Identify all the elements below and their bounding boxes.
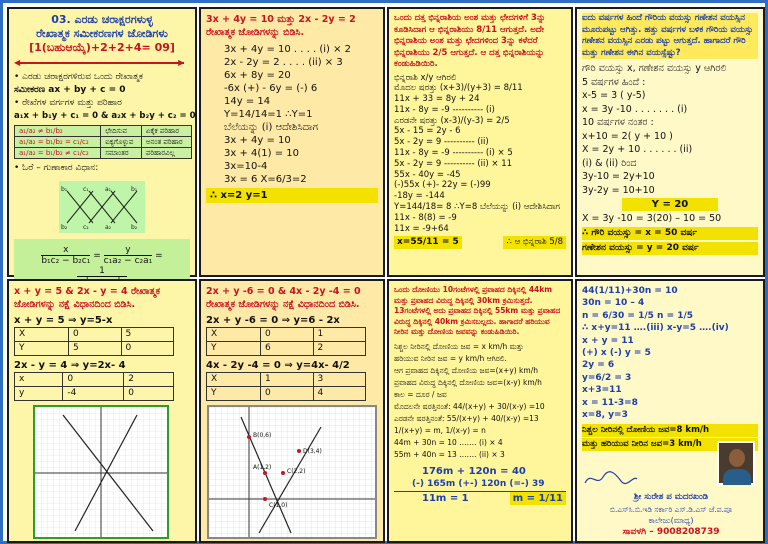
problem-heading: 3x + 4y = 10 ಮತ್ತು 2x - 2y = 2 ರೇಖಾತ್ಮಕ ಜೋಡಿಗಳನ್ನು ಬಿಡಿಸಿ. xyxy=(206,14,356,38)
solution-line: x = 11-3=8 xyxy=(582,397,638,408)
solution-line: 2y = 6 xyxy=(582,360,615,371)
solution-line: y=6/2 = 3 xyxy=(582,372,632,383)
table-cell: ಅನಂತ ಪರಿಹಾರ xyxy=(141,137,191,148)
solution-line: ಬೆಲೆಯನ್ನು (i) ಆದೇಶಿಸಿದಾಗ xyxy=(224,122,319,133)
solution-line: ಎರಡನೇ ಷರತ್ತಿನಂತೆ: 55/(x+y) + 40/(x-y) =13 xyxy=(394,413,539,423)
elimination-step-1: 176m + 120n = 40 xyxy=(422,465,526,477)
solution-line: 55m + 40n = 13 ……. (ii) × 3 xyxy=(394,449,505,459)
solution-line: 5x - 15 = 2y - 6 xyxy=(394,126,461,137)
solution-line: 10 ವರ್ಷಗಳ ನಂತರ : xyxy=(582,117,654,128)
solution-steps xyxy=(394,73,566,235)
table-1 xyxy=(206,327,366,356)
table-cell: Y xyxy=(207,387,261,401)
problem-heading: 2x + y -6 = 0 & 4x - 2y -4 = 0 ರೇಖಾತ್ಮಕ ಜೋಡಿಗಳನ್ನು ನಕ್ಷೆ ವಿಧಾನದಿಂದ ಬಿಡಿಸಿ. xyxy=(206,286,361,310)
ganesh-age-answer: ಗಣೇಶನ ವಯಸ್ಸು = y = 20 ವರ್ಷ xyxy=(582,242,758,255)
table-cell: 5 xyxy=(69,342,121,356)
signature xyxy=(581,467,641,489)
answer-box: ∴ x=2 y=1 xyxy=(206,188,378,203)
solution-line: ಕಾಲ = ದೂರ / ಜವ xyxy=(394,389,447,399)
signature-icon xyxy=(581,467,641,489)
fraction-y: $\frac{y}{\text{c₁a₂ − c₂a₁}}$ xyxy=(103,245,153,266)
solution-line: ಆಗ ಪ್ರವಾಹದ ದಿಕ್ಕಿನಲ್ಲಿ ದೋಣಿಯ ಜವ=(x+y) km/h xyxy=(394,365,538,375)
solution-line: -6x (+) - 6y = (-) 6 xyxy=(224,83,318,94)
table-row xyxy=(15,342,174,356)
solution-line: (+) x (-) y = 5 xyxy=(582,348,651,359)
fraction-one: 1 xyxy=(77,266,127,287)
solution-line: x-5 = 3 ( y-5) xyxy=(582,90,646,101)
point-label: B(0,6) xyxy=(253,432,272,439)
table-cell: X xyxy=(207,373,261,387)
panel-age-problem xyxy=(575,7,765,277)
svg-text:a₂: a₂ xyxy=(105,224,112,231)
table-cell: ಪರಿಹಾರವಿಲ್ಲ xyxy=(141,148,191,159)
bullet-linear-eq: • ಎರಡು ಚರಾಕ್ಷರಗಳಿರುವ ಒಂದು ರೇಖಾತ್ಮಕ xyxy=(14,72,143,82)
elimination-step-3: 11m = 1 xyxy=(422,492,469,504)
solution-line: 3x + 4y = 10 xyxy=(224,135,291,146)
table-cell: a₁/a₂ = b₁/b₂ = c₁/c₂ xyxy=(15,137,101,148)
table-row xyxy=(15,126,192,137)
fraction-x: $\frac{x}{\text{b₁c₂ − b₂c₁}}$ xyxy=(41,245,91,266)
solution-line: n = 6/30 = 1/5 n = 1/5 xyxy=(582,310,694,321)
solution-line: Y=144/18= 8 ∴Y=8 ಬೆಲೆಯನ್ನು (i) ಆದೇಶಿಸಿದಾಗ xyxy=(394,202,560,213)
solution-line: -18y = -144 xyxy=(394,191,445,202)
graph-2 xyxy=(207,405,377,539)
solution-line: ಮೊದಲ ಷರತ್ತು (x+3)/(y+3) = 8/11 xyxy=(394,83,523,94)
solution-line: 3x=10-4 xyxy=(224,161,268,172)
chapter-subtitle: ರೇಖಾತ್ಮಕ ಸಮೀಕರಣಗಳ ಜೋಡಿಗಳು xyxy=(36,27,168,40)
solution-line: 3x + 4y = 10 . . . . (i) × 2 xyxy=(224,44,352,55)
final-row xyxy=(394,492,566,505)
table-2 xyxy=(14,372,174,401)
solution-line: 44(1/11)+30n = 10 xyxy=(582,286,678,296)
solution-steps xyxy=(394,341,566,461)
solution-line: 1/(x+y) = m, 1/(x-y) = n xyxy=(394,425,486,435)
elimination-step-2: (-) 165m (+-) 120n (=-) 39 xyxy=(394,478,566,492)
solution-line: x=8, y=3 xyxy=(582,410,628,421)
solution-line: 3y-2y = 10+10 xyxy=(582,184,655,196)
solution-line: x + y = 11 xyxy=(582,335,634,346)
solution-line: 55x - 40y = -45 xyxy=(394,169,461,180)
table-cell: 0 xyxy=(124,387,174,401)
table-row xyxy=(15,328,174,342)
graph-1-plot xyxy=(35,407,167,537)
solution-line: 3x = 6 X=6/3=2 xyxy=(224,174,307,185)
table-cell: Y xyxy=(15,342,69,356)
solution-line: 3y-10 = 2y+10 xyxy=(582,171,655,182)
panel-theory xyxy=(7,7,197,277)
solution-line: ಮೊದಲನೇ ಷರತ್ತಿನಂತೆ: 44/(x+y) + 30/(x-y) =10 xyxy=(394,401,545,411)
table-cell: a₁/a₂ ≠ b₁/b₂ xyxy=(15,126,101,137)
solution-line: 44m + 30n = 10 ……. (i) × 4 xyxy=(394,437,503,447)
svg-text:b₂: b₂ xyxy=(131,224,138,231)
author-qualification: ಬಿ.ಎಸ್‌ಸಿ.ಬಿ.ಇಡಿ ಸರ್ಕಾರಿ ಎಸ್.ಡಿ.ಎಸ್ ಜೆ.ಪ.ಪೂ xyxy=(610,505,732,514)
panel-boat-problem xyxy=(387,279,573,543)
equation-1: 2x + y -6 = 0 ⇒ y=6 - 2x xyxy=(206,315,340,326)
solution-line: (-)55x (+)- 22y = (-)99 xyxy=(394,180,491,191)
solution-line: ∴ x+y=11 ….(iii) x-y=5 ….(iv) xyxy=(582,323,729,334)
svg-text:c₁: c₁ xyxy=(83,186,89,193)
solution-line: x = 3y -10 . . . . . . . (i) xyxy=(582,103,688,115)
table-cell: 0 xyxy=(261,387,313,401)
graph-2-plot xyxy=(209,407,375,537)
table-cell: 6 xyxy=(261,342,313,356)
solution-line: ಪ್ರವಾಹದ ವಿರುದ್ಧ ದಿಕ್ಕಿನಲ್ಲಿ ದೋಣಿಯ ಜವ=(x-y) km/h xyxy=(394,377,542,387)
table-cell: X xyxy=(15,328,69,342)
problem-heading: ಒಂದು ದತ್ತ ಭಿನ್ನರಾಶಿಯ ಅಂಶ ಮತ್ತು ಛೇದಗಳಿಗೆ 3ನ್ನು ಕೂಡಿಸಿದಾಗ ಆ ಭಿನ್ನರಾಶಿಯು 8/11 ಆಗುತ್ತದೆ. ಅದೇ ಭಿನ್ನರಾಶಿಯ ಅಂಶ ಮತ್ತು ಛೇದಗಳಿಂದ 3ನ್ನು ಕಳೆದರೆ ಭಿನ್ನರಾಶಿಯು 2/5 ಆಗುತ್ತದೆ. ಆ ದತ್ತ ಭಿನ್ನರಾಶಿಯನ್ನು ಕಂಡುಹಿಡಿಯಿರಿ. xyxy=(394,13,546,69)
table-cell: -4 xyxy=(63,387,124,401)
bullet-linear-eq-form: ಸಮೀಕರಣ ax + by + c = 0 xyxy=(14,85,126,95)
table-row xyxy=(207,342,366,356)
table-cell: Y xyxy=(207,342,261,356)
table-row xyxy=(15,137,192,148)
author-photo xyxy=(717,441,755,485)
table-row xyxy=(207,387,366,401)
solution-line: 11x + 33 = 8y + 24 xyxy=(394,94,480,105)
marks-scheme: [1(ಬಹುಆಯ್ಕೆ)+2+2+4= 09] xyxy=(29,41,175,54)
point-label: C(2,2) xyxy=(287,468,306,475)
solution-line: Y=14/14=1 ∴Y=1 xyxy=(224,109,313,120)
graph-1 xyxy=(33,405,169,539)
table-cell: x xyxy=(15,373,63,387)
equation-2: 4x - 2y -4 = 0 ⇒ y=4x- 4/2 xyxy=(206,360,350,371)
table-2 xyxy=(206,372,366,401)
table-cell: 4 xyxy=(313,387,366,401)
double-arrow-icon xyxy=(14,58,190,68)
solution-line: ಗೌರಿ ವಯಸ್ಸು x, ಗಣೇಶನ ವಯಸ್ಸು y ಆಗಿರಲಿ xyxy=(582,63,727,74)
chapter-title: 03. ಎರಡು ಚರಾಕ್ಷರಗಳುಳ್ಳ xyxy=(51,13,153,26)
cross-arrows-icon xyxy=(59,181,145,233)
solution-steps xyxy=(206,43,378,186)
table-cell: 0 xyxy=(69,328,121,342)
table-cell: 1 xyxy=(261,373,313,387)
table-row xyxy=(15,373,174,387)
solution-line: 5 ವರ್ಷಗಳ ಹಿಂದೆ : xyxy=(582,76,646,88)
table-cell: ಛೇದಿಸುವ xyxy=(101,126,142,137)
solution-line: 5x - 2y = 9 ---------- (ii) × 11 xyxy=(394,158,513,169)
table-cell: ಐಕ್ಯಗೊಳ್ಳುವ xyxy=(101,137,142,148)
table-cell: a₁/a₂ = b₁/b₂ ≠ c₁/c₂ xyxy=(15,148,101,159)
svg-text:c₂: c₂ xyxy=(83,224,89,231)
panel-elimination xyxy=(199,7,385,277)
solution-line: ಹರಿಯುವ ನೀರಿನ ಜವ = y km/h ಆಗಿರಲಿ. xyxy=(394,353,507,363)
x-value-line: X = 3y -10 = 3(20) – 10 = 50 xyxy=(582,213,722,224)
svg-text:b₂: b₂ xyxy=(61,224,68,231)
answer-m: m = 1/11 xyxy=(510,492,566,505)
solution-line: 11x - 8y = -9 ---------- (i) xyxy=(394,104,495,115)
table-cell: 0 xyxy=(121,342,174,356)
equation-1: x + y = 5 ⇒ y=5-x xyxy=(14,315,113,326)
solution-steps xyxy=(582,285,758,421)
solution-line: 5x - 2y = 9 ---------- (ii) xyxy=(394,137,489,148)
panel-graph-method-2 xyxy=(199,279,385,543)
point-label: C(1,0) xyxy=(269,502,288,509)
solution-line: x+10 = 2( y + 10 ) xyxy=(582,130,673,142)
table-cell: 0 xyxy=(261,328,313,342)
solution-line: X = 2y + 10 . . . . . . (ii) xyxy=(582,144,693,155)
boat-speed-answer: ನಿಶ್ಚಲ ನೀರಿನಲ್ಲಿ ದೋಣಿಯ ಜವ=8 km/h xyxy=(582,424,758,437)
gauri-age-answer: ∴ ಗೌರಿ ವಯಸ್ಸು = x = 50 ವರ್ಷ xyxy=(582,227,758,240)
panel-boat-solution xyxy=(575,279,765,543)
svg-text:b₁: b₁ xyxy=(131,186,138,193)
table-cell: y xyxy=(15,387,63,401)
point-label: D(3,4) xyxy=(303,448,322,455)
equation-2: 2x - y = 4 ⇒ y=2x- 4 xyxy=(14,360,126,371)
solution-line: 14y = 14 xyxy=(224,96,271,107)
solution-line: 3x + 4(1) = 10 xyxy=(224,148,300,159)
table-cell: ಸಮಾಂತರ xyxy=(101,148,142,159)
author-name: ಶ್ರೀ ಸುರೇಶ ಪ ಮದರಖಂಡಿ xyxy=(633,492,709,502)
table-row xyxy=(15,387,174,401)
svg-text:a₁: a₁ xyxy=(105,186,112,193)
cross-multiplication-note: • ಓರೆ – ಗುಣಾಕಾರ ವಿಧಾನ: xyxy=(14,163,99,173)
solution-line: 11x - 8(8) = -9 xyxy=(394,212,457,223)
solution-line: 6x + 8y = 20 xyxy=(224,70,291,81)
solution-line: 2x - 2y = 2 . . . . (ii) × 3 xyxy=(224,57,343,68)
answer-row xyxy=(394,236,566,249)
problem-heading: ಒಂದು ದೋಣಿಯು 10ಗಂಟೆಗಳಲ್ಲಿ ಪ್ರವಾಹದ ದಿಕ್ಕಿನಲ್ಲಿ 44km ಮತ್ತು ಪ್ರವಾಹದ ವಿರುದ್ಧ ದಿಕ್ಕಿನಲ್ಲಿ 30km ಕ್ರಮಿಸುತ್ತದೆ. 13ಗಂಟೆಗಳಲ್ಲಿ ಅದು ಪ್ರವಾಹದ ದಿಕ್ಕಿನಲ್ಲಿ 55km ಮತ್ತು ಪ್ರವಾಹದ ವಿರುದ್ಧ ದಿಕ್ಕಿನಲ್ಲಿ 40km ಕ್ರಮಿಸಬಲ್ಲದು. ಹಾಗಾದರೆ ಹರಿಯುವ ನೀರಿನ ಮತ್ತು ದೋಣಿಯ ಜವವನ್ನು ಕಂಡುಹಿಡಿಯಿರಿ. xyxy=(394,285,561,336)
svg-text:b₁: b₁ xyxy=(61,186,68,193)
cross-multiplication-diagram xyxy=(59,181,145,233)
solution-line: ಭಿನ್ನರಾಶಿ x/y ಆಗಿರಲಿ xyxy=(394,72,457,83)
table-cell: 3 xyxy=(313,373,366,387)
y-value: Y = 20 xyxy=(622,198,718,211)
solution-line: 11x = -9+64 xyxy=(394,223,449,234)
solution-line: ನಿಶ್ಚಲ ನೀರಿನಲ್ಲಿ ದೋಣಿಯ ಜವ = x km/h ಮತ್ತು xyxy=(394,341,524,351)
author-college: ಕಾಲೇಜು(ಮಾಧ್ಯ) xyxy=(648,516,694,525)
solution-line: ಎರಡನೇ ಷರತ್ತು (x-3)/(y-3) = 2/5 xyxy=(394,115,510,126)
panel-fraction-problem xyxy=(387,7,573,277)
table-row xyxy=(207,328,366,342)
point-label: A(1,2) xyxy=(253,464,272,471)
table-row xyxy=(15,148,192,159)
solution-line: (i) & (ii) ರಿಂದ xyxy=(582,157,637,169)
author-phone: ಸಾವಳಗಿ – 9008208739 xyxy=(622,527,720,537)
table-cell: ಏಕೈಕ ಪರಿಹಾರ xyxy=(141,126,191,137)
table-cell: 2 xyxy=(313,342,366,356)
solution-line: 11x - 8y = -9 ---------- (i) × 5 xyxy=(394,148,513,159)
table-cell: 1 xyxy=(313,328,366,342)
answer-x: x=55/11 = 5 xyxy=(394,236,462,249)
table-cell: 0 xyxy=(63,373,124,387)
problem-heading: ಐದು ವರ್ಷಗಳ ಹಿಂದೆ ಗೌರಿಯ ವಯಸ್ಸು ಗಣೇಶನ ವಯಸ್ಸಿನ ಮೂರುಪಟ್ಟು ಆಗಿತ್ತು. ಹತ್ತು ವರ್ಷಗಳ ಬಳಿಕ ಗೌರಿಯ ವಯಸ್ಸು ಗಣೇಶನ ವಯಸ್ಸಿನ ಎರಡು ಪಟ್ಟು ಆಗುತ್ತದೆ. ಹಾಗಾದರೆ ಗೌರಿ ಮತ್ತು ಗಣೇಶನ ಈಗಿನ ವಯಸ್ಸೆಷ್ಟು? xyxy=(582,13,758,59)
panel-graph-method-1 xyxy=(7,279,197,543)
bullet-lines-types: • ರೇಖೆಗಳ ವರ್ಗಗಳ ಮತ್ತು ಪರಿಹಾರ xyxy=(14,98,122,108)
solution-line: 30n = 10 – 4 xyxy=(582,298,645,309)
table-row xyxy=(207,373,366,387)
general-form: a₁x + b₁y + c₁ = 0 & a₂x + b₂y + c₂ = 0 xyxy=(14,111,196,121)
table-1 xyxy=(14,327,174,356)
solution-steps xyxy=(582,62,758,197)
stream-speed-answer: ಮತ್ತು ಹರಿಯುವ ನೀರಿನ ಜವ=3 km/h xyxy=(582,438,758,451)
problem-heading: x + y = 5 & 2x - y = 4 ರೇಖಾತ್ಮಕ ಜೋಡಿಗಳನ್ನು ನಕ್ಷೆ ವಿಧಾನದಿಂದ ಬಿಡಿಸಿ. xyxy=(14,286,160,310)
answer-fraction: ∴ ಆ ಭಿನ್ನರಾಶಿ 5/8 xyxy=(503,236,566,249)
conditions-table xyxy=(14,125,192,159)
table-cell: 5 xyxy=(121,328,174,342)
table-cell: X xyxy=(207,328,261,342)
solution-line: x+3=11 xyxy=(582,385,622,396)
table-cell: 2 xyxy=(124,373,174,387)
cross-multiplication-formula: $\frac{x}{\text{b₁c₂ − b₂c₁}}$ = $\frac{y}{\text{c₁a₂ − c₂a₁}}$ = 1 xyxy=(14,239,190,293)
